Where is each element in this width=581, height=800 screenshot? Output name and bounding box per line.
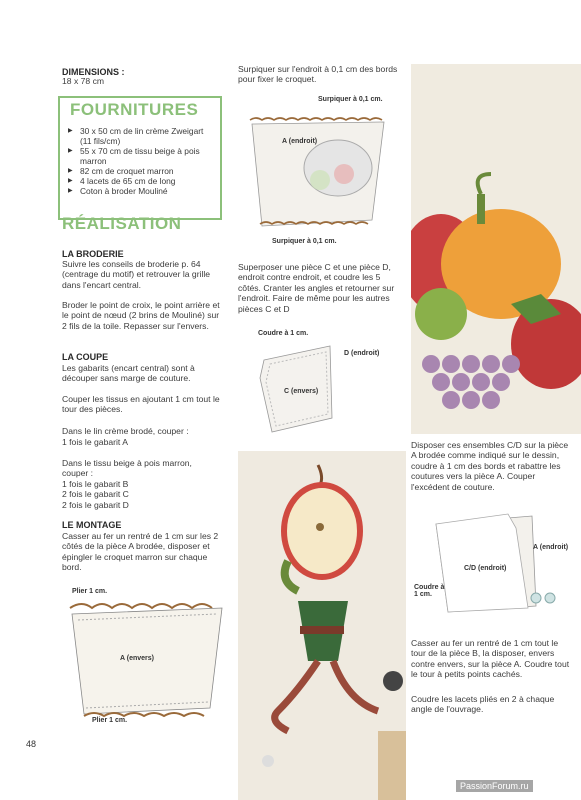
embroidery-fruits-photo <box>411 64 581 434</box>
watermark: PassionForum.ru <box>456 780 533 792</box>
diagram-piece-a-endroit <box>248 108 398 243</box>
fournitures-title-bg <box>64 100 214 120</box>
list-item: ▶ 4 lacets de 65 cm de long <box>68 176 216 186</box>
coupe-paragraph-3b: 1 fois le gabarit A <box>62 437 128 447</box>
cd-endroit-label: C/D (endroit) <box>464 565 507 572</box>
page-number: 48 <box>26 739 37 749</box>
col3-paragraph-2: Casser au fer un rentré de 1 cm tout le tour de la pièce B, la disposer, envers contre envers, sur la pièce A. Coudre tout le tour à petits points cachés. <box>411 638 570 680</box>
list-item: ▶ 55 x 70 cm de tissu beige à pois marron <box>68 146 216 166</box>
realisation-title: RÉALISATION <box>62 214 182 233</box>
list-item: ▶ Coton à broder Mouliné <box>68 186 216 196</box>
broderie-paragraph-2: Broder le point de croix, le point arrière et le point de nœud (2 brins de Mouliné) sur 2 fils de la toile. Repasser sur l'envers. <box>62 300 220 331</box>
coupe-paragraph-4b: 1 fois le gabarit B <box>62 479 129 489</box>
montage-paragraph-1: Casser au fer un rentré de 1 cm sur les 2 côtés de la pièce A brodée, disposer et épingler le croquet marron sur chaque bord. <box>62 531 219 573</box>
list-item: ▶ 30 x 50 cm de lin crème Zweigart (11 fils/cm) <box>68 126 216 146</box>
col3-paragraph-1: Disposer ces ensembles C/D sur la pièce A brodée comme indiqué sur le dessin, coudre à 1 cm des bords et rabattre les coutures vers la pièce A. Couper l'excédent de couture. <box>411 440 569 492</box>
col2-paragraph-2: Superposer une pièce C et une pièce D, endroit contre endroit, et coudre les 5 côtés. Cranter les angles et retourner sur l'endroit. Faire de même pour les autres pièces C et D <box>238 262 395 314</box>
embroidery-apple-character-photo <box>238 451 406 800</box>
fournitures-title: FOURNITURES <box>70 100 199 119</box>
c-envers-label: C (envers) <box>284 388 319 395</box>
col3-paragraph-3: Coudre les lacets pliés en 2 à chaque angle de l'ouvrage. <box>411 694 555 715</box>
piece-a-endroit-label: A (endroit) <box>282 138 318 145</box>
surpiquer-top-label: Surpiquer à 0,1 cm. <box>318 96 383 103</box>
coupe-paragraph-4d: 2 fois le gabarit D <box>62 500 129 510</box>
coupe-paragraph-4a: Dans le tissu beige à pois marron, couper : <box>62 458 192 479</box>
coudre-label: Coudre à 1 cm. <box>258 330 309 337</box>
montage-heading: LE MONTAGE <box>62 520 122 530</box>
broderie-heading: LA BRODERIE <box>62 249 124 259</box>
coupe-paragraph-2: Couper les tissus en ajoutant 1 cm tout le tour des pièces. <box>62 394 220 415</box>
plier-bottom-label: Plier 1 cm. <box>92 717 128 724</box>
diagram-cd-on-a <box>432 506 572 618</box>
surpiquer-bottom-label: Surpiquer à 0,1 cm. <box>272 238 337 245</box>
broderie-paragraph-1: Suivre les conseils de broderie p. 64 (centrage du motif) et retrouver la grille dans l'encart central. <box>62 259 211 290</box>
plier-top-label: Plier 1 cm. <box>72 588 108 595</box>
list-item: ▶ 82 cm de croquet marron <box>68 166 216 176</box>
coupe-paragraph-3a: Dans le lin crème brodé, couper : <box>62 426 189 436</box>
fournitures-list <box>68 126 216 196</box>
coupe-paragraph-4c: 2 fois le gabarit C <box>62 489 129 499</box>
coupe-heading: LA COUPE <box>62 352 109 362</box>
dimensions-value: 18 x 78 cm <box>62 76 105 86</box>
piece-a-envers-label: A (envers) <box>120 655 154 662</box>
a-endroit-label-col3: A (endroit) <box>533 544 569 551</box>
dimensions-label: DIMENSIONS : <box>62 67 125 77</box>
col2-paragraph-1: Surpiquer sur l'endroit à 0,1 cm des bords pour fixer le croquet. <box>238 64 398 85</box>
d-endroit-label: D (endroit) <box>344 350 380 357</box>
coudre-label-col3: Coudre à 1 cm. <box>414 584 445 598</box>
coupe-paragraph-1: Les gabarits (encart central) sont à découper sans marge de couture. <box>62 363 195 384</box>
